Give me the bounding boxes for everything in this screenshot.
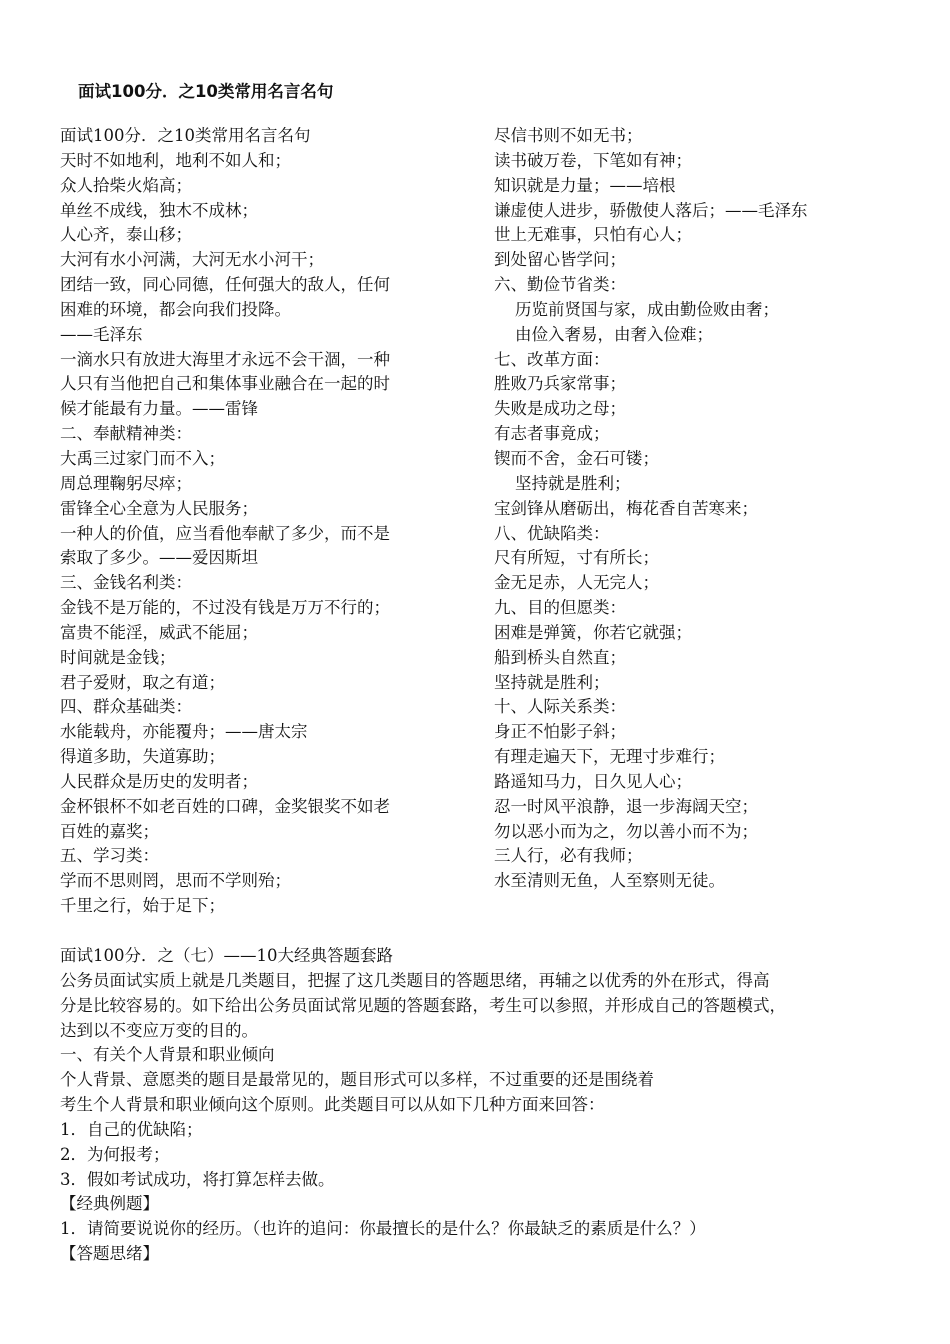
text-line: 胜败乃兵家常事； (494, 374, 626, 394)
text-line: 三人行，必有我师； (494, 846, 643, 866)
text-line: 一种人的价值，应当看他奉献了多少，而不是 (60, 523, 390, 543)
section-heading: 六、勤俭节省类： (494, 275, 626, 295)
right-quote-column (494, 124, 914, 894)
text-line: 水能载舟，亦能覆舟；——唐太宗 (60, 722, 308, 742)
section-heading: 八、优缺陷类： (494, 523, 610, 543)
text-line: 大禹三过家门而不入； (60, 448, 225, 468)
paragraph-line: 分是比较容易的。如下给出公务员面试常见题的答题套路，考生可以参照，并形成自己的答题模式， (60, 995, 786, 1015)
text-line: 君子爱财，取之有道； (60, 672, 225, 692)
section-heading: 三、金钱名利类： (60, 573, 192, 593)
text-line: 历览前贤国与家，成由勤俭败由奢； (515, 299, 779, 319)
text-line: 坚持就是胜利； (494, 672, 610, 692)
section-heading: 七、改革方面： (494, 349, 610, 369)
text-line: 到处留心皆学问； (494, 250, 626, 270)
paragraph-line: 公务员面试实质上就是几类题目，把握了这几类题目的答题思绪，再辅之以优秀的外在形式，得高 (60, 970, 770, 990)
text-line: 金无足赤，人无完人； (494, 573, 659, 593)
text-line: 周总理鞠躬尽瘁； (60, 473, 192, 493)
text-line: 世上无难事，只怕有心人； (494, 225, 692, 245)
paragraph-line: 达到以不变应万变的目的。 (60, 1020, 258, 1040)
text-line: 勿以恶小而为之，勿以善小而不为； (494, 821, 758, 841)
text-line: 团结一致，同心同德，任何强大的敌人，任何 (60, 275, 390, 295)
list-item: 1．自己的优缺陷； (60, 1119, 203, 1139)
text-line: 路遥知马力，日久见人心； (494, 771, 692, 791)
text-line: 索取了多少。——爱因斯坦 (60, 548, 258, 568)
text-line: 金钱不是万能的，不过没有钱是万万不行的； (60, 598, 390, 618)
text-line: 船到桥头自然直； (494, 647, 626, 667)
list-item: 2．为何报考； (60, 1144, 170, 1164)
page-title: 面试100分．之10类常用名言名句 (78, 82, 334, 101)
text-line: 坚持就是胜利； (515, 473, 631, 493)
text-line: 金杯银杯不如老百姓的口碑，金奖银奖不如老 (60, 796, 390, 816)
text-line: 百姓的嘉奖； (60, 821, 159, 841)
section-heading: 五、学习类： (60, 846, 159, 866)
text-line: 雷锋全心全意为人民服务； (60, 498, 258, 518)
section-heading: 一、有关个人背景和职业倾向 (60, 1045, 275, 1065)
section-heading: 十、人际关系类： (494, 697, 626, 717)
text-line: 富贵不能淫，威武不能屈； (60, 622, 258, 642)
text-line: 由俭入奢易，由奢入俭难； (515, 324, 713, 344)
text-line: 有志者事竟成； (494, 424, 610, 444)
text-line: 一滴水只有放进大海里才永远不会干涸，一种 (60, 349, 390, 369)
text-line: ——毛泽东 (60, 324, 143, 344)
text-line: 得道多助，失道寡助； (60, 747, 225, 767)
section-heading: 九、目的但愿类： (494, 598, 626, 618)
text-line: 尺有所短，寸有所长； (494, 548, 659, 568)
bracket-heading: 【答题思绪】 (60, 1244, 159, 1264)
paragraph-line: 考生个人背景和职业倾向这个原则。此类题目可以从如下几种方面来回答： (60, 1095, 605, 1115)
text-line: 天时不如地利，地利不如人和； (60, 150, 291, 170)
text-line: 尽信书则不如无书； (494, 126, 643, 145)
text-line: 千里之行，始于足下； (60, 896, 225, 916)
section-heading: 四、群众基础类： (60, 697, 192, 717)
paragraph-line: 个人背景、意愿类的题目是最常见的，题目形式可以多样，不过重要的还是围绕着 (60, 1070, 654, 1090)
bracket-heading: 【经典例题】 (60, 1194, 159, 1214)
text-line: 困难是弹簧，你若它就强； (494, 622, 692, 642)
list-item: 3．假如考试成功，将打算怎样去做。 (60, 1169, 335, 1189)
text-line: 学而不思则罔，思而不学则殆； (60, 871, 291, 891)
section-title: 面试100分．之（七）——10大经典答题套路 (60, 946, 393, 965)
section-heading: 二、奉献精神类： (60, 424, 192, 444)
answer-strategy-section (60, 944, 900, 1267)
text-line: 大河有水小河满，大河无水小河干； (60, 250, 324, 270)
text-line: 知识就是力量；——培根 (494, 175, 676, 195)
text-line: 谦虚使人进步，骄傲使人落后；——毛泽东 (494, 200, 808, 220)
text-line: 人只有当他把自己和集体事业融合在一起的时 (60, 374, 390, 394)
text-line: 人心齐，泰山移； (60, 225, 192, 245)
text-line: 候才能最有力量。——雷锋 (60, 399, 258, 419)
list-item: 1．请简要说说你的经历。（也许的追问：你最擅长的是什么？你最缺乏的素质是什么？） (60, 1219, 706, 1239)
text-line: 身正不怕影子斜； (494, 722, 626, 742)
left-quote-column (60, 124, 450, 919)
text-line: 宝剑锋从磨砺出，梅花香自苦寒来； (494, 498, 758, 518)
text-line: 锲而不舍，金石可镂； (494, 448, 659, 468)
text-line: 忍一时风平浪静，退一步海阔天空； (494, 796, 758, 816)
text-line: 面试100分．之10类常用名言名句 (60, 126, 311, 145)
text-line: 困难的环境，都会向我们投降。 (60, 299, 291, 319)
text-line: 时间就是金钱； (60, 647, 176, 667)
text-line: 有理走遍天下，无理寸步难行； (494, 747, 725, 767)
text-line: 单丝不成线，独木不成林； (60, 200, 258, 220)
text-line: 读书破万卷，下笔如有神； (494, 150, 692, 170)
text-line: 人民群众是历史的发明者； (60, 771, 258, 791)
text-line: 失败是成功之母； (494, 399, 626, 419)
text-line: 众人拾柴火焰高； (60, 175, 192, 195)
text-line: 水至清则无鱼，人至察则无徒。 (494, 871, 725, 891)
